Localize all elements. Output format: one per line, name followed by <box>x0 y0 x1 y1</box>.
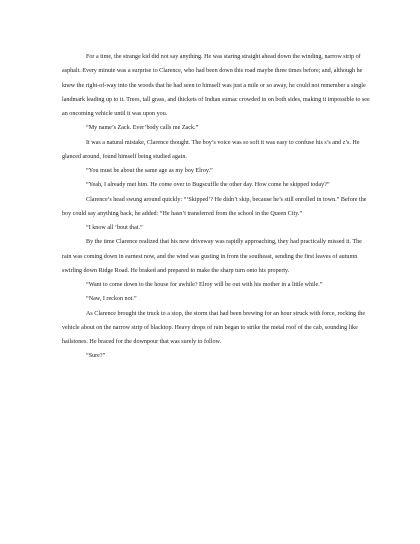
manuscript-page <box>62 50 372 364</box>
paragraph: Clarence’s head swung around quickly: “‘Skipped’? He didn’t skip, because he’s still enrolled in town.” Before the boy could say anything back, he added: “He hasn’t transferred from the school in the Queen City.” <box>62 196 367 217</box>
paragraph: For a time, the strange kid did not say anything. He was staring straight ahead down the winding, narrow strip of asphalt. Every minute was a surprise to Clarence, who had been down this road maybe three times before; and, although he knew the right-of-way into the woods that he had seen to himself was just a mile or so away, he could not remember a single landmark leading up to it. Trees, tall grass, and thickets of Indian sumac crowded in on both sides, making it impossible to see an oncoming vehicle until it was upon you. <box>62 54 370 117</box>
paragraph: “Sure?” <box>86 353 106 360</box>
paragraph: “You must be about the same age as my boy Elroy.” <box>86 168 213 174</box>
paragraph: “My name’s Zack. Ever’body calls me Zack.” <box>86 125 199 132</box>
paragraph: As Clarence brought the truck to a stop, the storm that had been brewing for an hour struck with force, rocking the vehicle about on the narrow strip of blacktop. Heavy drops of rain began to strike the metal roof of the cab, sounding like hailstones. He braced for the downpour that was surely to follow. <box>62 310 366 345</box>
paragraph: “I know all ’bout that.” <box>86 225 143 231</box>
paragraph: “Yeah, I already met him. He come over to Bugscuffle the other day. How come he skipped today?” <box>86 182 330 189</box>
paragraph: It was a natural mistake, Clarence thought. The boy’s voice was so soft it was easy to confuse his s’s and z’s. He glanced around, found himself being studied again. <box>62 139 360 160</box>
paragraph: “Want to come down to the house for awhile? Elroy will be out with his mother in a little while.” <box>86 282 323 288</box>
paragraph: “Naw, I reckon not.” <box>86 296 137 303</box>
paragraph: By the time Clarence realized that his new driveway was rapidly approaching, they had practically missed it. The rain was coming down in earnest now, and the wind was gusting in from the southeast, sending the first leaves of autumn swirling down Ridge Road. He braked and prepared to make the sharp turn onto his property. <box>62 239 362 274</box>
